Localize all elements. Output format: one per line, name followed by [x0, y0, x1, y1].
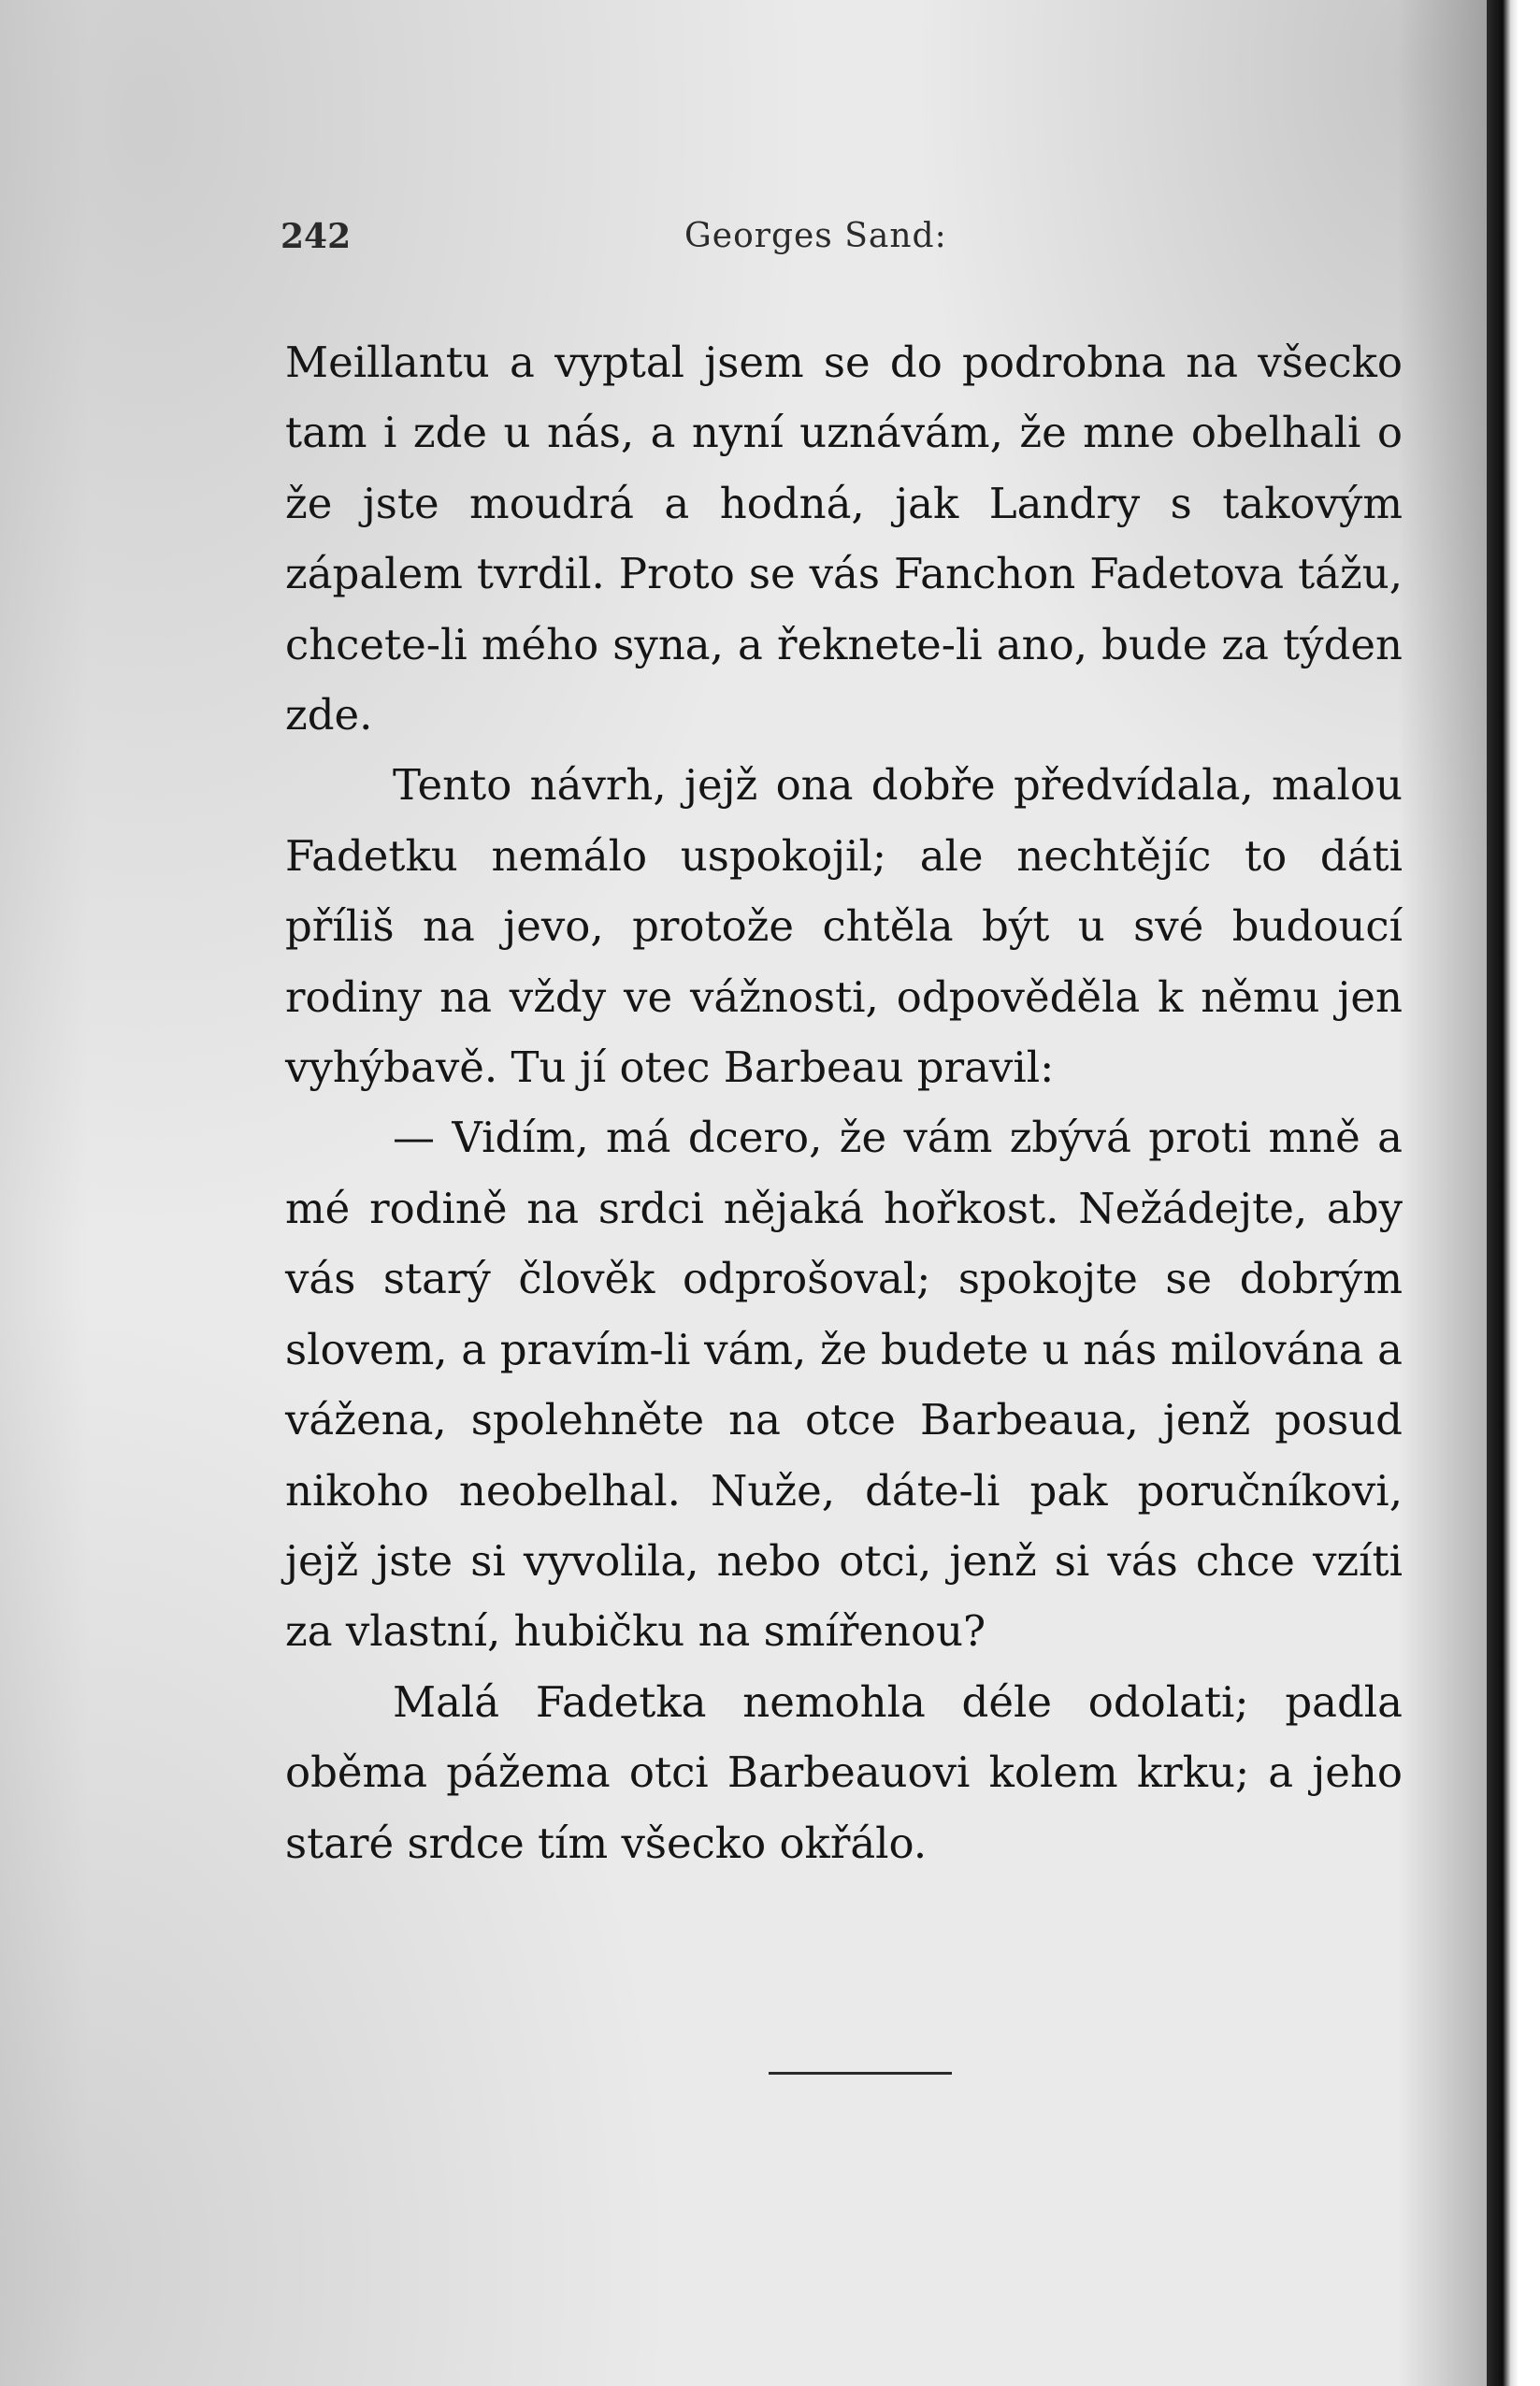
- page-number: 242: [281, 217, 352, 256]
- running-title: Georges Sand:: [684, 217, 947, 255]
- paragraph-4: Malá Fadetka nemohla déle odolati; padla oběma pážema otci Barbeauovi kolem krku; a jeho staré srdce tím všecko okřálo.: [285, 1676, 1403, 1868]
- paragraph-3: — Vidím, má dcero, že vám zbývá proti mně a mé rodině na srdci nějaká hořkost. Nežádejte, aby vás starý člověk odprošoval; spokojte se dobrým slovem, a pravím-li vám, že budete u nás milována a vážena, spolehněte na otce Barbeaua, jenž posud nikoho neobelhal. Nuže, dáte-li pak poručníkovi, jejž jste si vyvolila, nebo otci, jenž si vás chce vzíti za vlastní, hubičku na smířenou?: [285, 1113, 1403, 1657]
- scan-edge: [1487, 0, 1540, 2386]
- body-text: [285, 327, 1403, 1878]
- chapter-end-rule: [769, 2072, 952, 2075]
- paragraph-2: Tento návrh, jejž ona dobře předvídala, malou Fadetku nemálo uspokojil; ale nechtějíc to dáti příliš na jevo, protože chtěla být u své budoucí rodiny na vždy ve vážnosti, odpověděla k němu jen vyhýbavě. Tu jí otec Barbeau pravil:: [285, 760, 1403, 1093]
- paragraph-1: Meillantu a vyptal jsem se do podrobna na všecko tam i zde u nás, a nyní uznávám, že mne obelhali o že jste moudrá a hodná, jak Landry s takovým zápalem tvrdil. Proto se vás Fanchon Fadetova tážu, chcete-li mého syna, a řeknete-li ano, bude za týden zde.: [285, 338, 1403, 740]
- running-head: [281, 217, 1403, 264]
